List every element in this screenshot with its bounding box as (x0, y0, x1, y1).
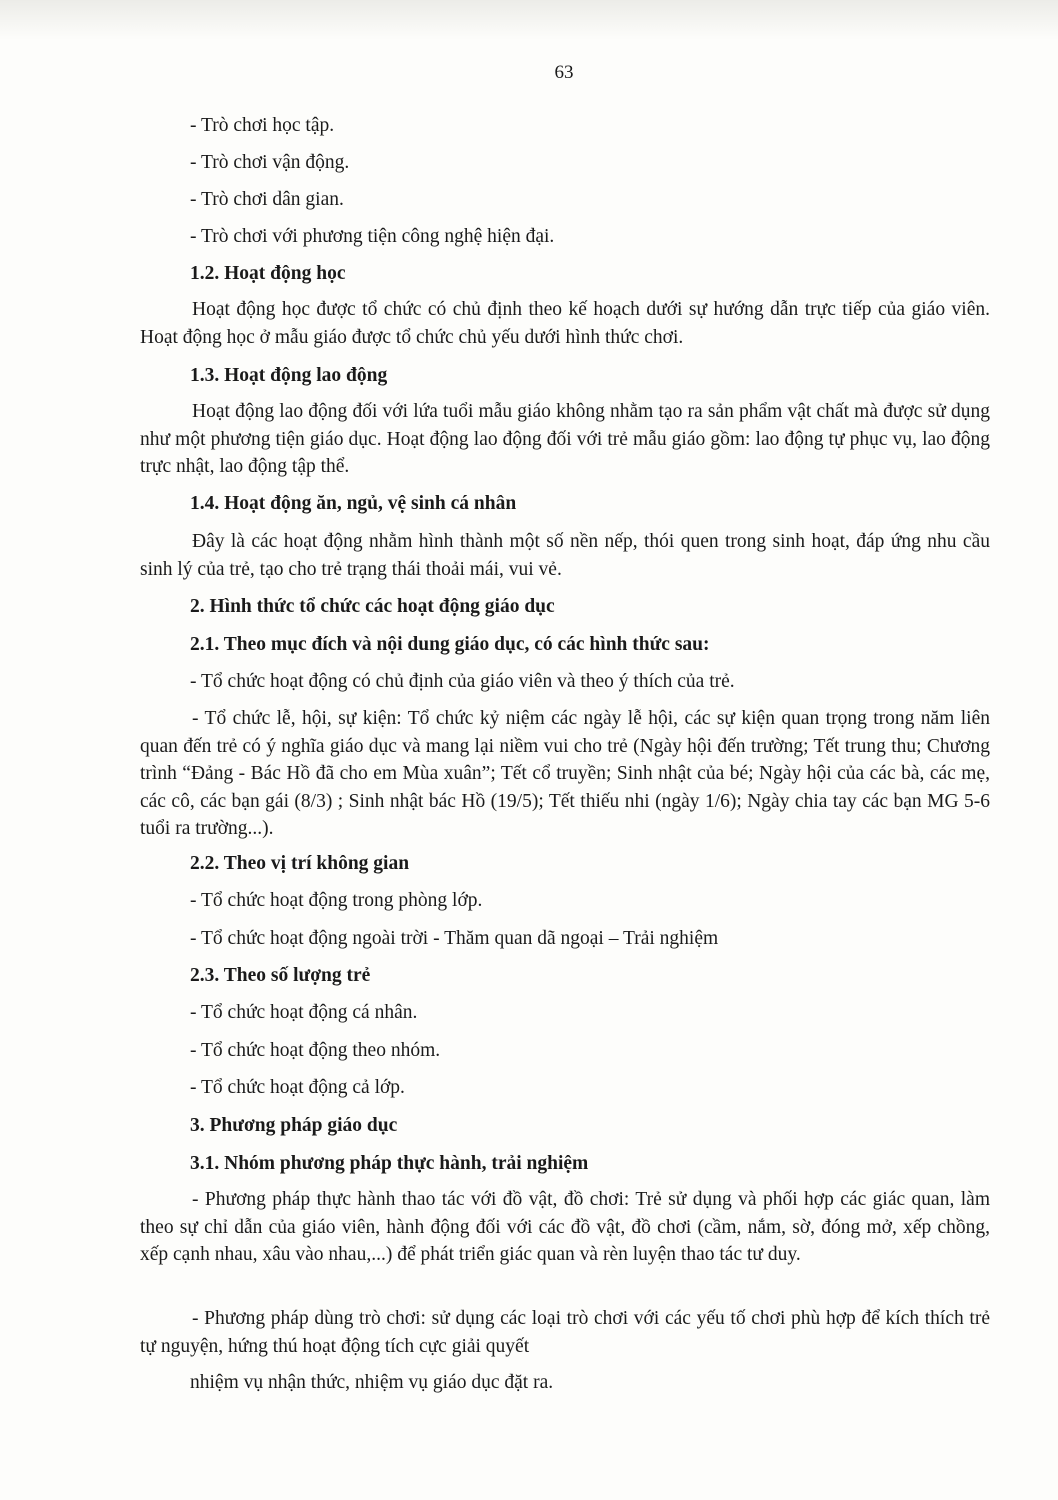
section-heading: 2.1. Theo mục đích và nội dung giáo dục, có các hình thức sau: (190, 634, 710, 655)
section-heading: 3. Phương pháp giáo dục (190, 1115, 398, 1136)
section-heading: 2.2. Theo vị trí không gian (190, 853, 410, 874)
list-item: - Tổ chức hoạt động theo nhóm. (190, 1040, 441, 1061)
list-item: - Trò chơi học tập. (190, 115, 335, 136)
list-item: - Tổ chức hoạt động có chủ định của giáo viên và theo ý thích của trẻ. (190, 671, 735, 692)
list-item: - Tổ chức hoạt động cá nhân. (190, 1002, 418, 1023)
list-item: - Tổ chức hoạt động trong phòng lớp. (190, 890, 483, 911)
section-heading: 1.2. Hoạt động học (190, 263, 346, 284)
section-heading: 1.3. Hoạt động lao động (190, 365, 388, 386)
paragraph: Hoạt động lao động đối với lứa tuổi mẫu giáo không nhằm tạo ra sản phẩm vật chất mà được sử dụng như một phương tiện giáo dục. Hoạt động lao động đối với trẻ mẫu giáo gồm: lao động tự phục vụ, lao động trực nhật, lao động tập thể. (140, 401, 990, 477)
list-item: - Trò chơi vận động. (190, 152, 350, 173)
list-item: - Trò chơi dân gian. (190, 189, 344, 210)
list-item: - Trò chơi với phương tiện công nghệ hiện đại. (190, 226, 555, 247)
page-number: 63 (554, 62, 574, 83)
paragraph: Đây là các hoạt động nhằm hình thành một số nền nếp, thói quen trong sinh hoạt, đáp ứng nhu cầu sinh lý của trẻ, tạo cho trẻ trạng thái thoải mái, vui vẻ. (140, 531, 990, 580)
paragraph-continuation: nhiệm vụ nhận thức, nhiệm vụ giáo dục đặt ra. (190, 1372, 554, 1393)
paragraph: Hoạt động học được tổ chức có chủ định theo kế hoạch dưới sự hướng dẫn trực tiếp của giáo viên. Hoạt động học ở mẫu giáo được tổ chức chủ yếu dưới hình thức chơi. (140, 299, 990, 348)
section-heading: 3.1. Nhóm phương pháp thực hành, trải nghiệm (190, 1153, 589, 1174)
paragraph: - Phương pháp dùng trò chơi: sử dụng các loại trò chơi với các yếu tố chơi phù hợp để kích thích trẻ tự nguyện, hứng thú hoạt động tích cực giải quyết (140, 1308, 990, 1357)
section-heading: 2.3. Theo số lượng trẻ (190, 965, 371, 986)
scan-shadow (0, 0, 1058, 40)
list-item: - Tổ chức hoạt động ngoài trời - Thăm quan dã ngoại – Trải nghiệm (190, 928, 719, 949)
section-heading: 2. Hình thức tổ chức các hoạt động giáo dục (190, 596, 555, 617)
paragraph: - Tổ chức lễ, hội, sự kiện: Tổ chức kỷ niệm các ngày lễ hội, các sự kiện quan trọng trong năm liên quan đến trẻ có ý nghĩa giáo dục và mang lại niềm vui cho trẻ (Ngày hội đến trường; Tết trung thu; Chương trình “Đảng - Bác Hồ đã cho em Mùa xuân”; Tết cổ truyền; Sinh nhật của bé; Ngày hội của các bà, các mẹ, các cô, các bạn gái (8/3) ; Sinh nhật bác Hồ (19/5); Tết thiếu nhi (ngày 1/6); Ngày chia tay các bạn MG 5-6 tuổi ra trường...). (140, 708, 990, 839)
list-item: - Tổ chức hoạt động cả lớp. (190, 1077, 405, 1098)
paragraph: - Phương pháp thực hành thao tác với đồ vật, đồ chơi: Trẻ sử dụng và phối hợp các giác quan, làm theo sự chỉ dẫn của giáo viên, hành động đối với các đồ vật, đồ chơi (cầm, nắm, sờ, đóng mở, xếp chồng, xếp cạnh nhau, xâu vào nhau,...) để phát triển giác quan và rèn luyện thao tác tư duy. (140, 1189, 990, 1265)
section-heading: 1.4. Hoạt động ăn, ngủ, vệ sinh cá nhân (190, 493, 517, 514)
